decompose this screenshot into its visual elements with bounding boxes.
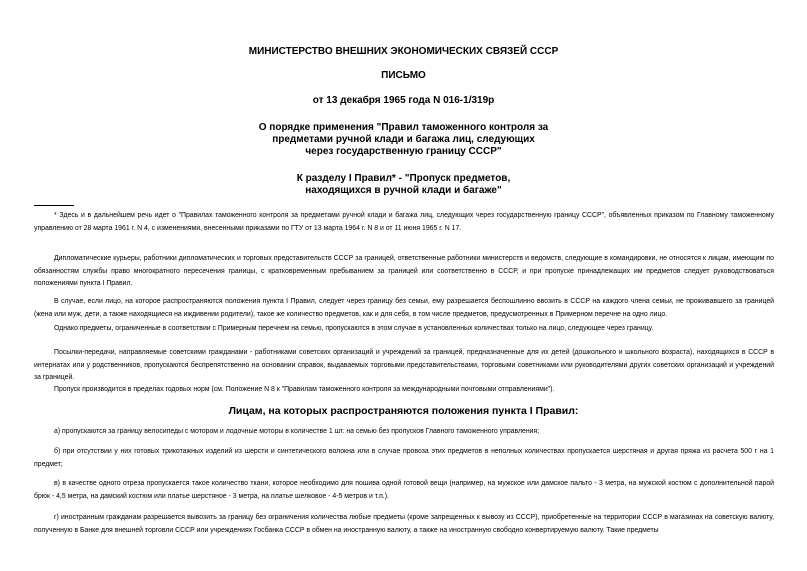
- subject-line-3: через государственную границу СССР": [305, 146, 502, 157]
- paragraph: В случае, если лицо, на которое распространяются положения пункта I Правил, следует через границу без семьи, ему разрешается беспошлинно ввозить в СССР на каждого члена семьи, не проживавшего за границей (жена или муж, дети, а также находящиеся на иждивении родители), такое же количество предметов, как и для себя, в том числе предметов, предусмотренных в Примерном перечне на одно лицо.: [34, 298, 774, 318]
- list-item: б) при отсутствии у них готовых трикотажных изделий из шерсти и синтетического волокна или в случае провоза этих предметов в неполных количествах пропускается шерстяная и другая пряжа из расчета 500 г на 1 предмет;: [34, 448, 774, 468]
- footnote: * Здесь и в дальнейшем речь идет о "Правилах таможенного контроля за предметами ручной клади и багажа лиц, следующих через государственную границу СССР", объявленных приказом по Главному таможенному управлению от 28 марта 1961 г. N 4, с изменениями, внесенными приказами по ГТУ от 13 марта 1964 г. N 8 и от 11 июня 1965 г. N 17.: [34, 212, 774, 232]
- list-item: в) в качестве одного отреза пропускается такое количество ткани, которое необходимо для пошива одной готовой вещи (например, на мужское или дамское пальто - 3 метра, на мужской костюм с дополнительной парой брюк - 4,5 метра, на дамский костюм или платье шерстяное - 3 метра, на платье шелковое - 4-5 метров и т.п.).: [34, 480, 774, 500]
- section-ref-line-2: находящихся в ручной клади и багаже": [305, 185, 502, 196]
- subject-line-1: О порядке применения "Правил таможенного контроля за: [258, 122, 549, 133]
- subject-line-2: предметами ручной клади и багажа лиц, следующих: [272, 134, 535, 145]
- list-item: а) пропускаются за границу велосипеды с мотором и лодочные моторы в количестве 1 шт. на семью без пропусков Главного таможенного управления;: [54, 428, 540, 435]
- paragraph: Однако предметы, ограниченные в соответствии с Примерным перечнем на семью, пропускаются в этом случае в установленных количествах только на лицо, следующее через границу.: [54, 325, 654, 332]
- footnote-separator: [34, 205, 74, 206]
- list-item: г) иностранным гражданам разрешается вывозить за границу без ограничения количества любые предметы (кроме запрещенных к вывозу из СССР), приобретенные на территории СССР в магазинах на советскую валюту, полученную в Банке для внешней торговли СССР или учреждениях Госбанка СССР в обмен на иностранную валюту, а также на иностранную свободно конвертируемую валюту. Такие предметы: [34, 514, 774, 534]
- date-line: от 13 декабря 1965 года N 016-1/319р: [312, 95, 495, 106]
- paragraph: Дипломатические курьеры, работники дипломатических и торговых представительств СССР за границей, ответственные работники министерств и ведомств, следующие в командировки, не относятся к лицам, имеющим по обязанностям службы право многократного пересечения границы, с кратковременным пребыванием за границей или соответственно в СССР, и при пропуске принадлежащих им предметов следует руководствоваться положениями пункта I Правил.: [34, 255, 774, 288]
- doc-type-heading: ПИСЬМО: [381, 70, 426, 81]
- section-ref-line-1: К разделу I Правил* - "Пропуск предметов,: [296, 173, 511, 184]
- ministry-heading: МИНИСТЕРСТВО ВНЕШНИХ ЭКОНОМИЧЕСКИХ СВЯЗЕЙ СССР: [248, 46, 559, 57]
- paragraph: Посылки-передачи, направляемые советскими гражданами - работниками советских организаций и учреждений за границей, предназначенные для их детей (дошкольного и школьного возраста), находящихся в СССР в интернатах или у родственников, пропускаются беспрепятственно на основании справок, выдаваемых торговыми представительствами, торговыми советниками или руководителями других советских организаций и учреждений за границей.: [34, 349, 774, 382]
- section-title: Лицам, на которых распространяются положения пункта I Правил:: [228, 405, 579, 417]
- paragraph: Пропуск производится в пределах годовых норм (см. Положение N 8 к "Правилам таможенного контроля за международными почтовыми отправлениями").: [54, 386, 555, 393]
